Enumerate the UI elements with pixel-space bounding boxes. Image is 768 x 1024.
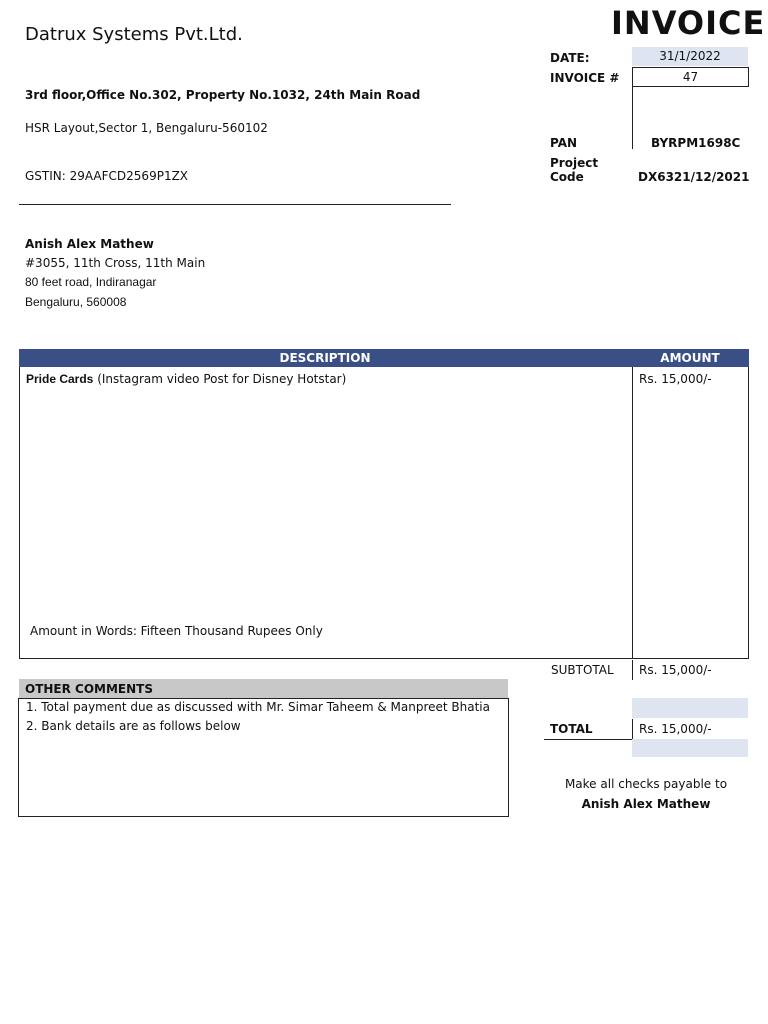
pan-value: BYRPM1698C	[651, 136, 741, 150]
project-code-value: DX6321/12/2021	[638, 170, 750, 184]
comments-box	[18, 698, 509, 817]
comment-2: 2. Bank details are as follows below	[26, 719, 241, 733]
subtotal-divider	[632, 660, 633, 680]
table-row	[26, 372, 346, 386]
items-table-body	[19, 367, 749, 659]
company-address-line1: 3rd floor,Office No.302, Property No.1032, 24th Main Road	[25, 88, 421, 102]
subtotal-label: SUBTOTAL	[551, 663, 614, 677]
total-value: Rs. 15,000/-	[639, 722, 712, 736]
project-code-label-2: Code	[550, 170, 584, 184]
items-table-header	[19, 349, 749, 367]
comment-1: 1. Total payment due as discussed with Mr. Simar Taheem & Manpreet Bhatia	[26, 700, 490, 714]
company-gstin: GSTIN: 29AAFCD2569P1ZX	[25, 169, 189, 183]
amount-column-divider	[632, 367, 633, 658]
bill-to-line1: #3055, 11th Cross, 11th Main	[25, 256, 206, 270]
tax-row-shade	[632, 698, 748, 718]
item-name: Pride Cards	[26, 372, 94, 386]
amount-header: AMOUNT	[660, 351, 720, 365]
description-header: DESCRIPTION	[279, 351, 371, 365]
invoice-number-value: 47	[632, 67, 749, 87]
invoice-title: INVOICE	[611, 4, 766, 42]
item-amount: Rs. 15,000/-	[639, 372, 712, 386]
pan-label: PAN	[550, 136, 578, 150]
project-code-label-1: Project	[550, 156, 599, 170]
comments-heading-text: OTHER COMMENTS	[25, 682, 154, 696]
meta-divider	[632, 87, 633, 149]
comments-heading	[19, 679, 508, 698]
item-detail: (Instagram video Post for Disney Hotstar)	[97, 372, 347, 386]
header-separator	[19, 204, 451, 205]
payable-to-text: Make all checks payable to	[564, 777, 728, 791]
amount-in-words: Amount in Words: Fifteen Thousand Rupees Only	[30, 624, 323, 638]
subtotal-value: Rs. 15,000/-	[639, 663, 712, 677]
payable-to-name: Anish Alex Mathew	[581, 797, 711, 811]
bill-to-name: Anish Alex Mathew	[25, 237, 154, 251]
bill-to-line3: Bengaluru, 560008	[25, 295, 127, 309]
bill-to-line2: 80 feet road, Indiranagar	[25, 275, 157, 289]
date-label: DATE:	[550, 51, 590, 65]
date-value: 31/1/2022	[632, 47, 748, 66]
company-address-line2: HSR Layout,Sector 1, Bengaluru-560102	[25, 121, 268, 135]
total-underline	[544, 739, 632, 740]
invoice-number-label: INVOICE #	[550, 71, 620, 85]
company-name: Datrux Systems Pvt.Ltd.	[25, 24, 243, 45]
total-divider	[632, 719, 633, 739]
total-label: TOTAL	[550, 722, 593, 736]
total-row-shade	[632, 739, 748, 757]
